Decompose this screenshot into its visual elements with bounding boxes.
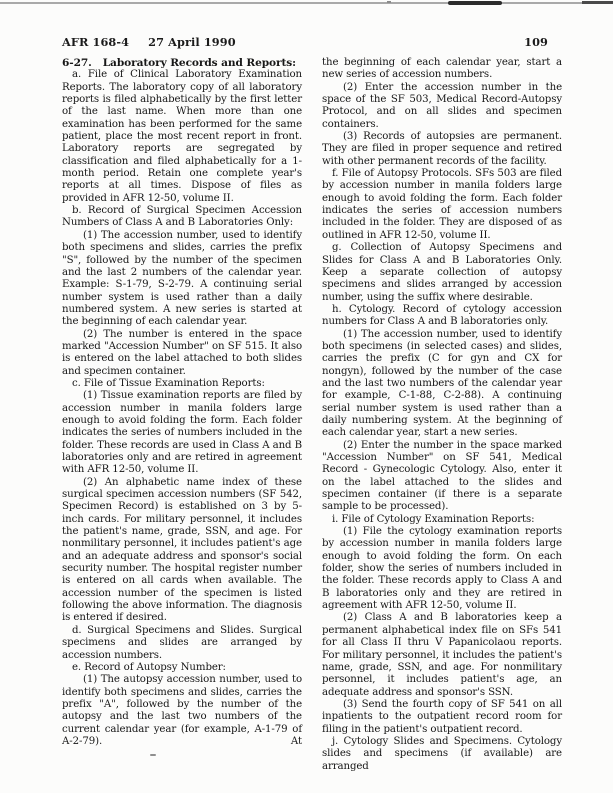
paragraph: (1) File the cytology examination reports by accession number in manila folders large enough to avoid folding the form. On each folder, show the series of numbers included in the folder. These records apply to Class A and B laboratories only and they are retired in agreement with AFR 12-50, volume II. — [322, 526, 562, 612]
paragraph: i. File of Cytology Examination Reports: — [332, 513, 535, 525]
document-id: AFR 168-4 — [62, 35, 130, 49]
section-heading — [62, 57, 302, 69]
right-column — [322, 57, 562, 773]
page-header — [62, 35, 548, 49]
scan-artifact-dark-segment — [448, 1, 502, 5]
paragraph: j. Cytology Slides and Specimens. Cytology slides and specimens (if available) are arranged — [322, 735, 562, 772]
scan-artifact-top-line — [0, 2, 613, 4]
paragraph: h. Cytology. Record of cytology accession numbers for Class A and B laboratories only. — [322, 303, 562, 328]
paragraph: b. Record of Surgical Specimen Accession Numbers of Class A and B Laboratories Only: — [62, 205, 302, 229]
paragraph: (2) Enter the number in the space marked "Accession Number" on SF 541, Medical Record - Gynecologic Cytology. Also, enter it on the label attached to the slides and specimen container (if there is a separate sample to be processed). — [322, 439, 562, 513]
paragraph: (1) Tissue examination reports are filed by accession number in manila folders large enough to avoid folding the form. Each folder indicates the series of numbers included in the folder. These records are used in Class A and B laboratories only and are retired in agreement with AFR 12-50, volume II. — [62, 390, 302, 476]
paragraph: c. File of Tissue Examination Reports: — [72, 377, 265, 389]
paragraph: d. Surgical Specimens and Slides. Surgical specimens and slides are arranged by accession numbers. — [62, 624, 302, 661]
paragraph: e. Record of Autopsy Number: — [72, 661, 226, 673]
scan-artifact-dark-segment — [582, 1, 613, 4]
document-date: 27 April 1990 — [148, 35, 236, 49]
paragraph: (1) The accession number, used to identify both specimens and slides, carries the prefix "S", followed by the number of the specimen and the last 2 numbers of the calendar year. Example: S-1-79, S-2-79. A continuing serial number system is used rather than a daily numbered system. A new series is started at the beginning of each calendar year. — [62, 229, 302, 328]
paragraph: the beginning of each calendar year, start a new series of accession numbers. — [322, 57, 562, 81]
paragraph: f. File of Autopsy Protocols. SFs 503 are filed by accession number in manila folders large enough to avoid folding the form. Each folder indicates the series of accession numbers included in the folder. They are disposed of as outlined in AFR 12-50, volume II. — [322, 168, 562, 241]
left-column — [62, 57, 302, 773]
paragraph: (3) Send the fourth copy of SF 541 on all inpatients to the outpatient record room for filing in the patient's outpatient record. — [322, 698, 562, 735]
paragraph: (2) The number is entered in the space marked "Accession Number" on SF 515. It also is entered on the label attached to both slides and specimen container. — [62, 328, 302, 377]
section-number: 6-27. — [62, 57, 92, 69]
scan-artifact-speck — [387, 1, 391, 3]
paragraph: (2) An alphabetic name index of these surgical specimen accession numbers (SF 542, Specimen Record) is established on 3 by 5-inch cards. For military personnel, it includes the patient's name, grade, SSN, and age. For nonmilitary personnel, it includes patient's age and an adequate address and sponsor's social security number. The hospital register number is entered on all cards when available. The accession number of the specimen is listed following the above information. The diagnosis is entered if desired. — [62, 476, 302, 624]
paragraph: (2) Enter the accession number in the space of the SF 503, Medical Record-Autopsy Protocol, and on all slides and specimen containers. — [322, 81, 562, 130]
paragraph: a. File of Clinical Laboratory Examination Reports. The laboratory copy of all laboratory reports is filed alphabetically by the first letter of the last name. When more than one examination has been performed for the same patient, place the most recent report in front. Laboratory reports are segregated by classification and filed alphabetically for a 1-month period. Retain one complete year's reports at all times. Dispose of files as provided in AFR 12-50, volume II. — [62, 69, 302, 204]
body-columns — [62, 57, 562, 773]
paragraph: (2) Class A and B laboratories keep a permanent alphabetical index file on SFs 541 for all Class II thru V Papanicolaou reports. For military personnel, it includes the patient's name, grade, SSN, and age. For nonmilitary personnel, it includes patient's age, an adequate address and sponsor's SSN. — [322, 612, 562, 698]
paragraph: (3) Records of autopsies are permanent. They are filed in proper sequence and retired with other permanent records of the facility. — [322, 131, 562, 167]
paragraph: (1) The autopsy accession number, used to identify both specimens and slides, carries the prefix "A", followed by the number of the autopsy and the last two numbers of the current calendar year (for example, A-1-79 of A-2-79). At — [62, 674, 302, 747]
section-title: Laboratory Records and Reports: — [102, 57, 296, 69]
paragraph: g. Collection of Autopsy Specimens and Slides for Class A and B Laboratories Only. Keep a separate collection of autopsy specimens and slides arranged by accession number, using the suffix where desirable. — [322, 242, 562, 303]
paragraph: (1) The accession number, used to identify both specimens (in selected cases) and slides, carries the prefix (C for gyn and CX for nongyn), followed by the number of the case and the last two numbers of the calendar year for example, C-1-88, C-2-88). A continuing serial number system is used rather than a daily numbering system. At the beginning of each calendar year, start a new series. — [322, 328, 562, 439]
page-number: 109 — [524, 35, 548, 49]
